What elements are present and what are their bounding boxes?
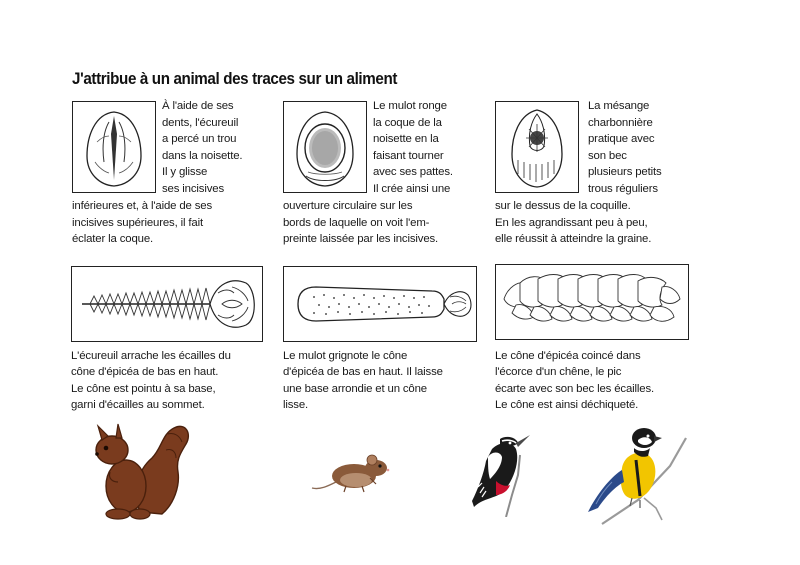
nut-text-tit-bottom: sur le dessus de la coquille. En les agrandissant peu à peu, elle réussit à atteindre la graine. xyxy=(495,200,652,246)
nut-illustration-mouse xyxy=(283,101,367,193)
nut-illustration-tit xyxy=(495,101,579,193)
nut-illustration-squirrel xyxy=(72,101,156,193)
page-title: J'attribue à un animal des traces sur un aliment xyxy=(72,70,398,88)
woodpecker-illustration xyxy=(462,425,536,517)
mouse-illustration xyxy=(306,448,396,496)
nut-text-squirrel-bottom: inférieures et, à l'aide de ses incisives supérieures, il fait éclater la coque. xyxy=(72,200,212,246)
nut-text-mouse-bottom: ouverture circulaire sur les bords de laquelle on voit l'em- preinte laissée par les incisives. xyxy=(283,200,439,246)
cone-illustration-squirrel xyxy=(71,266,263,342)
cone-text-squirrel: L'écureuil arrache les écailles du cône d'épicéa de bas en haut. Le cône est pointu à sa base, garni d'écailles au sommet. xyxy=(71,350,231,412)
cone-text-mouse: Le mulot grignote le cône d'épicéa de bas en haut. Il laisse une base arrondie et un cône lisse. xyxy=(283,350,443,412)
cone-illustration-woodpecker xyxy=(495,264,689,340)
squirrel-illustration xyxy=(82,420,194,522)
cone-illustration-mouse xyxy=(283,266,477,342)
cone-text-woodpecker: Le cône d'épicéa coincé dans l'écorce d'un chêne, le pic écarte avec son bec les écailles. Le cône est ainsi déchiqueté. xyxy=(495,350,655,412)
great-tit-illustration xyxy=(582,420,692,526)
nut-text-mouse-top: Le mulot ronge la coque de la noisette en la faisant tourner avec ses pattes. Il crée ainsi une xyxy=(373,100,453,195)
nut-text-tit-top: La mésange charbonnière pratique avec son bec plusieurs petits trous réguliers xyxy=(588,100,662,195)
nut-text-squirrel-top: À l'aide de ses dents, l'écureuil a percé un trou dans la noisette. Il y glisse ses incisives xyxy=(162,100,243,195)
